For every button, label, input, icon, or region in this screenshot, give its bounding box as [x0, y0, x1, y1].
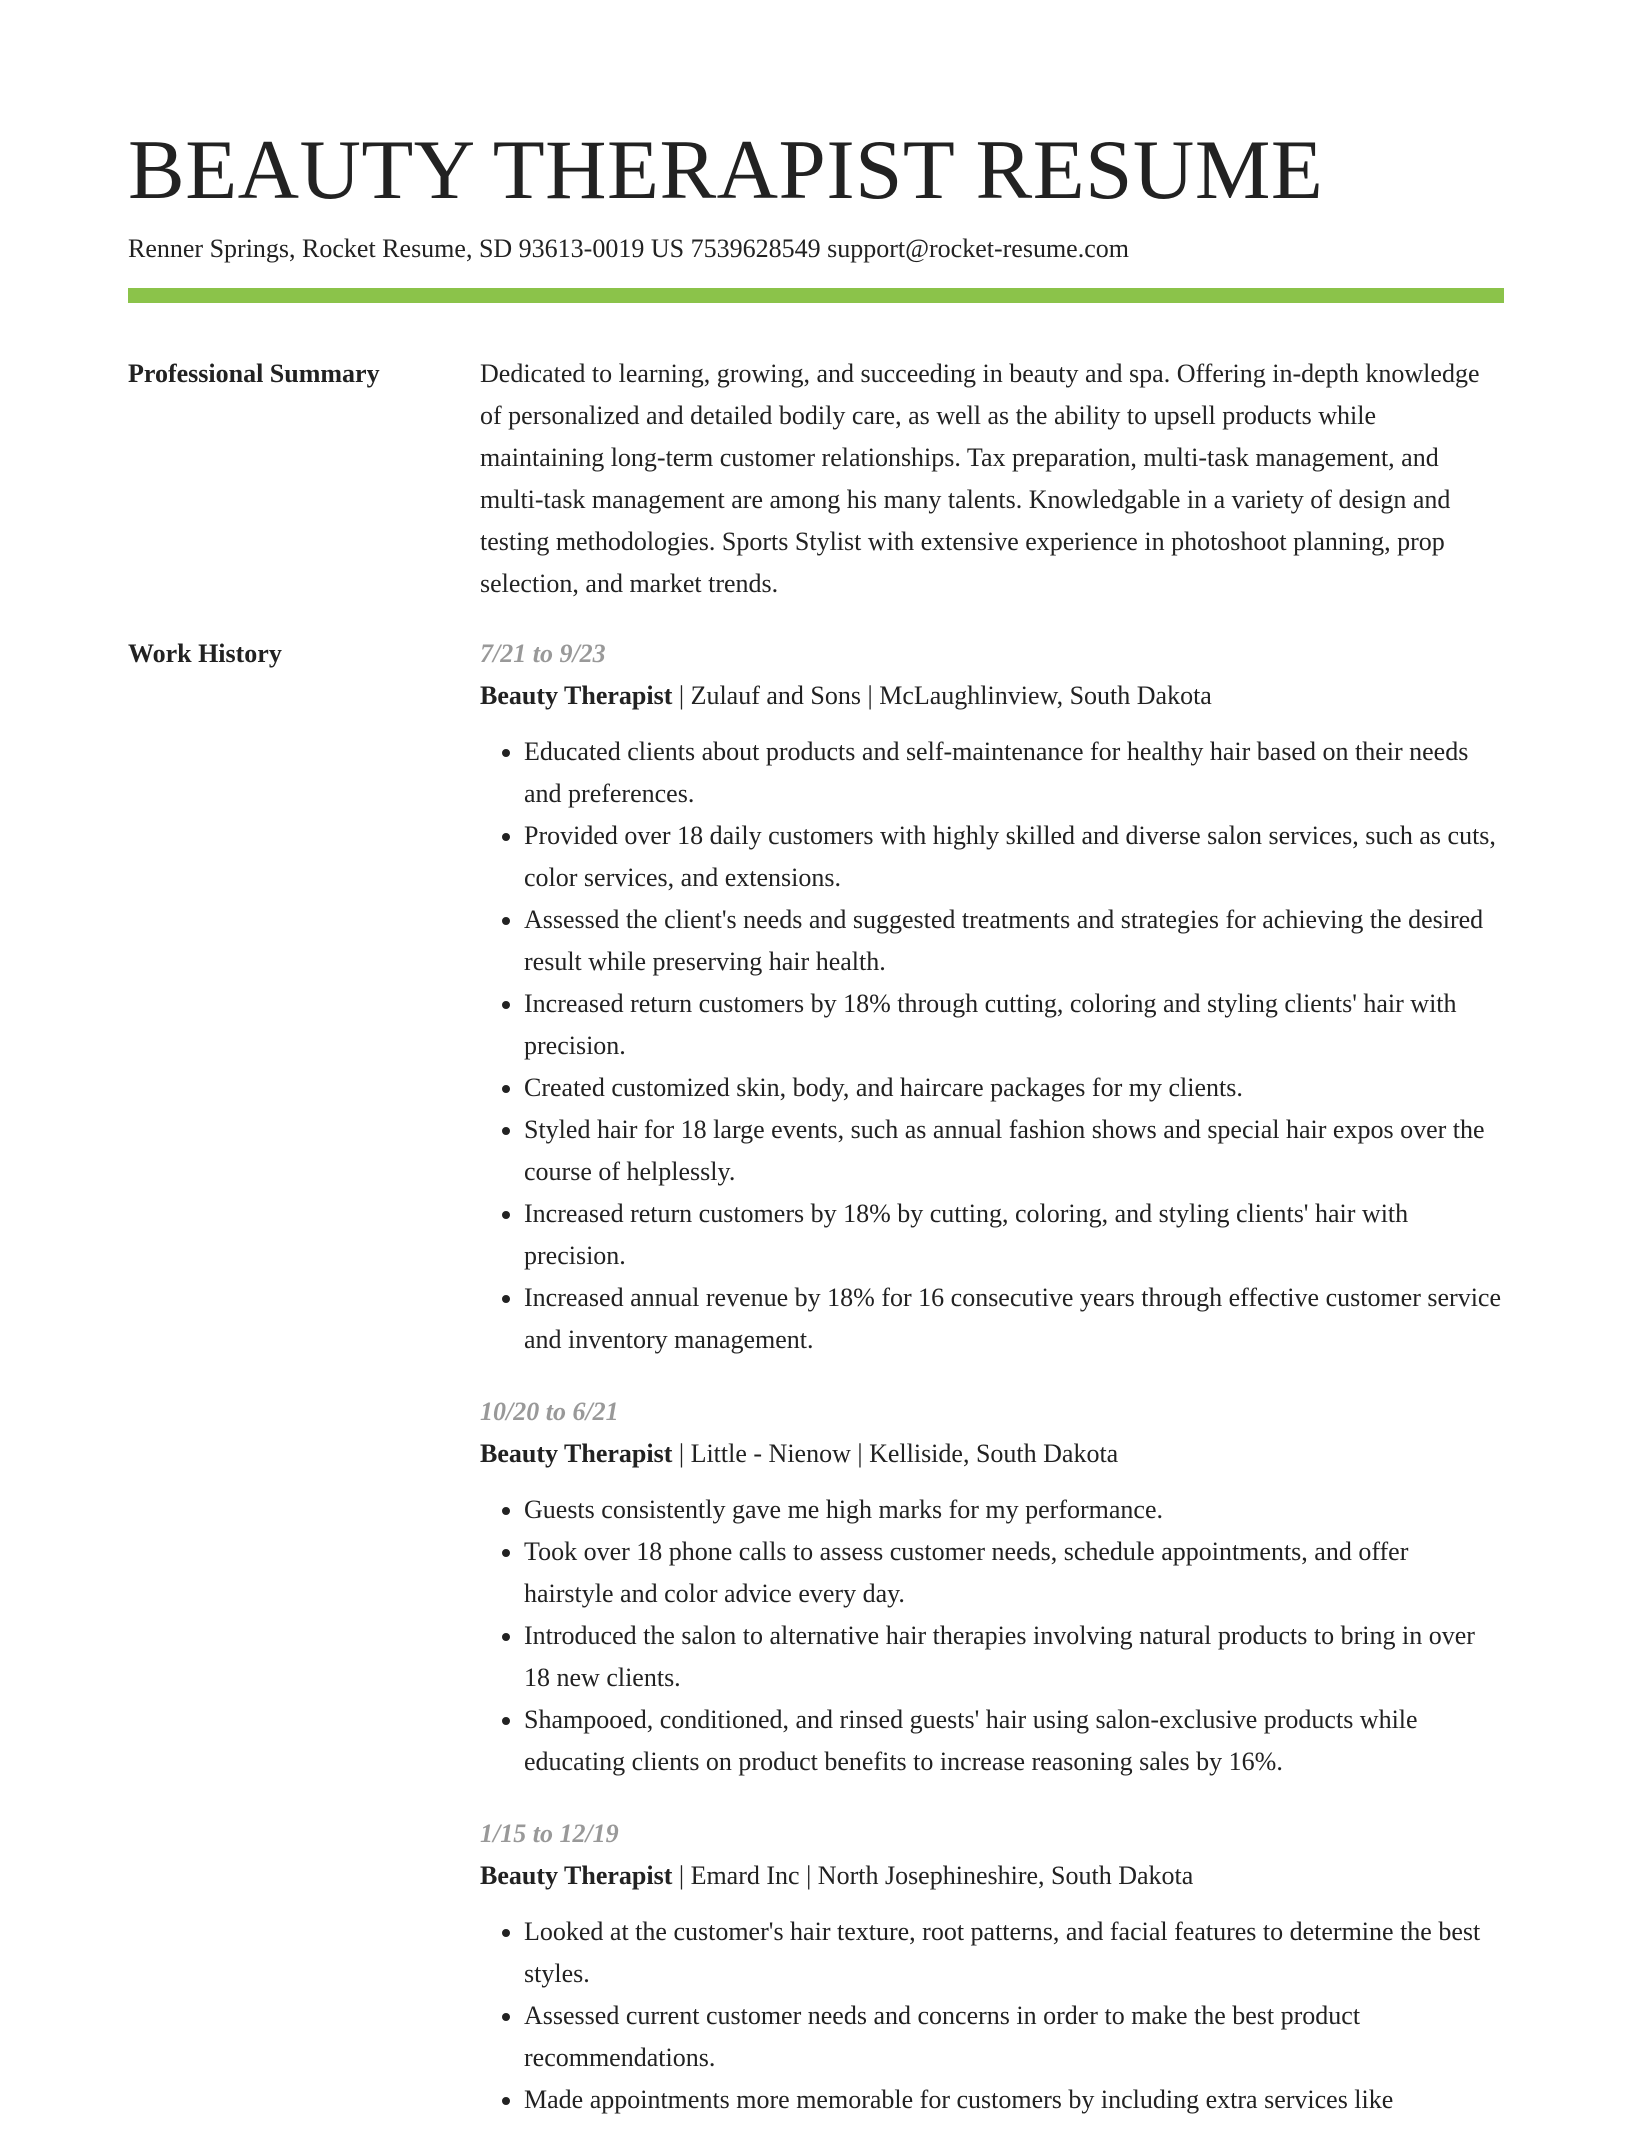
section-label: Professional Summary [128, 359, 380, 388]
job-details: | Little - Nienow | Kelliside, South Dakota [672, 1439, 1119, 1468]
list-item: • Assessed current customer needs and concerns in order to make the best product recommendations. [524, 1995, 1504, 2079]
list-item: • Created customized skin, body, and haircare packages for my clients. [524, 1067, 1504, 1109]
resume-page [128, 120, 1504, 2151]
job-bullets [480, 731, 1504, 1361]
list-item: • Increased return customers by 18% through cutting, coloring and styling clients' hair with precision. [524, 983, 1504, 1067]
list-item: • Increased return customers by 18% by cutting, coloring, and styling clients' hair with precision. [524, 1193, 1504, 1277]
job-heading [480, 1433, 1504, 1475]
list-item: • Looked at the customer's hair texture, root patterns, and facial features to determine the best styles. [524, 1911, 1504, 1995]
job-dates: 7/21 to 9/23 [480, 639, 606, 668]
job-entry [480, 1813, 1504, 2121]
summary-text: Dedicated to learning, growing, and succeeding in beauty and spa. Offering in-depth knowledge of personalized and detailed bodily care, as well as the ability to upsell products while maintaining long-term customer relationships. Tax preparation, multi-task management, and multi-task management are among his many talents. Knowledgable in a variety of design and testing methodologies. Sports Stylist with extensive experience in photoshoot planning, prop selection, and market trends. [480, 359, 1480, 598]
list-item: • Assessed the client's needs and suggested treatments and strategies for achieving the desired result while preserving hair health. [524, 899, 1504, 983]
job-role: Beauty Therapist [480, 1861, 673, 1890]
list-item: • Shampooed, conditioned, and rinsed guests' hair using salon-exclusive products while educating clients on product benefits to increase reasoning sales by 16%. [524, 1699, 1504, 1783]
job-heading [480, 675, 1504, 717]
job-details: | Zulauf and Sons | McLaughlinview, South Dakota [672, 681, 1212, 710]
list-item: • Guests consistently gave me high marks for my performance. [524, 1489, 1504, 1531]
job-entry [480, 633, 1504, 1361]
accent-divider [128, 288, 1504, 303]
work-history-section [128, 633, 1504, 2151]
job-role: Beauty Therapist [480, 681, 673, 710]
professional-summary-section [128, 353, 1504, 605]
work-history-content [480, 633, 1504, 2151]
job-entry [480, 1391, 1504, 1783]
job-role: Beauty Therapist [480, 1439, 673, 1468]
list-item: • Styled hair for 18 large events, such as annual fashion shows and special hair expos over the course of helplessly. [524, 1109, 1504, 1193]
list-item: • Took over 18 phone calls to assess customer needs, schedule appointments, and offer hairstyle and color advice every day. [524, 1531, 1504, 1615]
list-item: • Increased annual revenue by 18% for 16 consecutive years through effective customer service and inventory management. [524, 1277, 1504, 1361]
list-item: • Made appointments more memorable for customers by including extra services like [524, 2079, 1504, 2121]
resume-title: BEAUTY THERAPIST RESUME [128, 123, 1324, 217]
list-item: • Introduced the salon to alternative hair therapies involving natural products to bring in over 18 new clients. [524, 1615, 1504, 1699]
job-details: | Emard Inc | North Josephineshire, South Dakota [672, 1861, 1194, 1890]
job-dates: 1/15 to 12/19 [480, 1819, 619, 1848]
list-item: • Educated clients about products and self-maintenance for healthy hair based on their needs and preferences. [524, 731, 1504, 815]
list-item: • Provided over 18 daily customers with highly skilled and diverse salon services, such as cuts, color services, and extensions. [524, 815, 1504, 899]
job-bullets [480, 1489, 1504, 1783]
job-heading [480, 1855, 1504, 1897]
contact-line: Renner Springs, Rocket Resume, SD 93613-0019 US 7539628549 support@rocket-resume.com [128, 234, 1129, 263]
job-dates: 10/20 to 6/21 [480, 1397, 619, 1426]
job-bullets [480, 1911, 1504, 2121]
section-label: Work History [128, 639, 282, 668]
